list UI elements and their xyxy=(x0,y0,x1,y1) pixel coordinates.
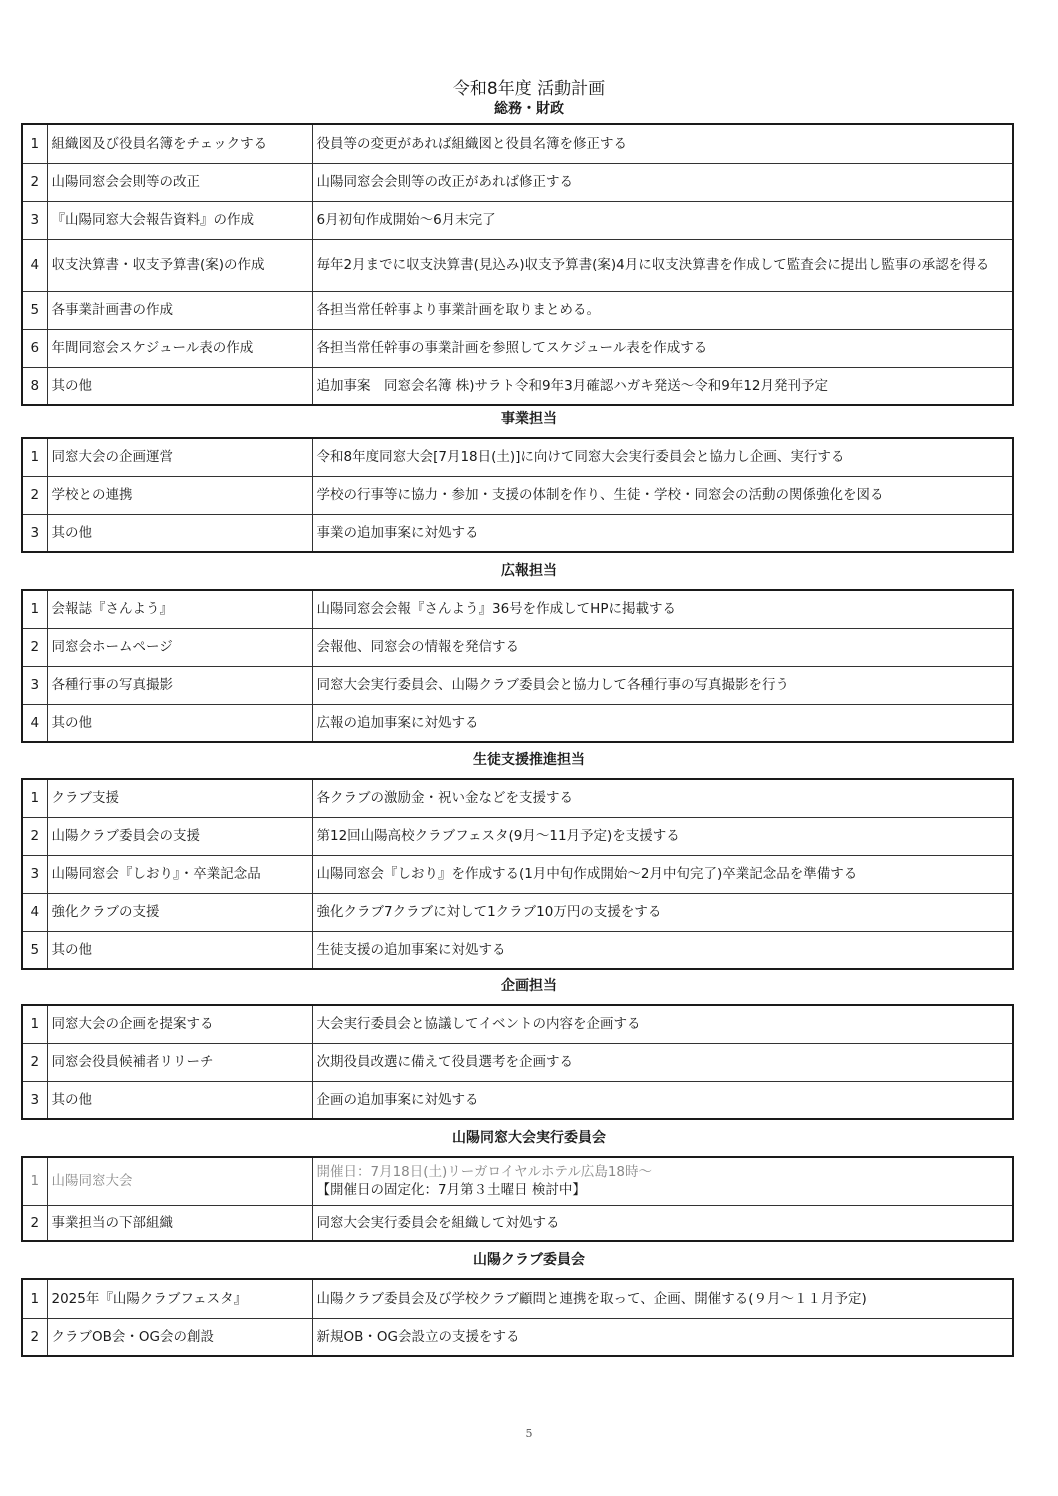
table-row xyxy=(22,590,1013,628)
row-number: 1 xyxy=(22,590,47,628)
table-row xyxy=(22,855,1013,893)
row-item: 年間同窓会スケジュール表の作成 xyxy=(47,329,312,367)
row-detail: 会報他、同窓会の情報を発信する xyxy=(312,628,1013,666)
row-item: 各種行事の写真撮影 xyxy=(47,666,312,704)
row-item: 山陽クラブ委員会の支援 xyxy=(47,817,312,855)
section-title-events: 事業担当 xyxy=(501,411,557,427)
section-title-general-affairs: 総務・財政 xyxy=(494,101,564,117)
row-number: 2 xyxy=(22,476,47,514)
row-number: 3 xyxy=(22,201,47,239)
row-detail: 追加事案 同窓会名簿 株)サラト令和9年3月確認ハガキ発送～令和9年12月発刊予定 xyxy=(312,367,1013,405)
table-row xyxy=(22,931,1013,969)
row-detail: 各担当常任幹事より事業計画を取りまとめる。 xyxy=(312,291,1013,329)
row-number: 1 xyxy=(22,124,47,163)
row-number: 2 xyxy=(22,628,47,666)
row-detail: 山陽クラブ委員会及び学校クラブ顧問と連携を取って、企画、開催する(９月～１１月予定) xyxy=(312,1279,1013,1318)
table-row xyxy=(22,438,1013,476)
section-title-club-committee: 山陽クラブ委員会 xyxy=(473,1252,585,1268)
row-detail: 役員等の変更があれば組織図と役員名簿を修正する xyxy=(312,124,1013,163)
row-item: 2025年『山陽クラブフェスタ』 xyxy=(47,1279,312,1318)
row-detail: 山陽同窓会会則等の改正があれば修正する xyxy=(312,163,1013,201)
row-number: 5 xyxy=(22,931,47,969)
row-detail-line: 開催日：7月18日(土)リーガロイヤルホテル広島18時～ xyxy=(316,1164,652,1181)
row-item: 同窓大会の企画を提案する xyxy=(47,1005,312,1043)
row-detail: 学校の行事等に協力・参加・支援の体制を作り、生徒・学校・同窓会の活動の関係強化を図る xyxy=(312,476,1013,514)
row-number: 4 xyxy=(22,893,47,931)
section-table-student-support xyxy=(21,778,1014,970)
table-row xyxy=(22,1005,1013,1043)
row-number: 1 xyxy=(22,1005,47,1043)
table-row xyxy=(22,124,1013,163)
section-table-club-committee xyxy=(21,1278,1014,1357)
row-detail: 大会実行委員会と協議してイベントの内容を企画する xyxy=(312,1005,1013,1043)
row-number: 8 xyxy=(22,367,47,405)
row-number: 1 xyxy=(22,1279,47,1318)
row-item: クラブ支援 xyxy=(47,779,312,817)
table-row xyxy=(22,1318,1013,1356)
row-number: 2 xyxy=(22,817,47,855)
row-detail: 企画の追加事案に対処する xyxy=(312,1081,1013,1119)
row-item: 山陽同窓大会 xyxy=(47,1157,312,1205)
row-detail: 強化クラブ7クラブに対して1クラブ10万円の支援をする xyxy=(312,893,1013,931)
row-item: 同窓大会の企画運営 xyxy=(47,438,312,476)
table-row xyxy=(22,239,1013,291)
section-title-planning: 企画担当 xyxy=(501,978,557,994)
page-number: 5 xyxy=(525,1427,533,1440)
row-item: クラブOB会・OG会の創設 xyxy=(47,1318,312,1356)
row-number: 4 xyxy=(22,239,47,291)
row-number: 1 xyxy=(22,779,47,817)
row-detail: 毎年2月までに収支決算書(見込み)収支予算書(案)4月に収支決算書を作成して監査会に提出し監事の承認を得る xyxy=(312,239,1013,291)
row-item: 其の他 xyxy=(47,1081,312,1119)
table-row xyxy=(22,893,1013,931)
table-row xyxy=(22,1205,1013,1241)
row-detail: 次期役員改選に備えて役員選考を企画する xyxy=(312,1043,1013,1081)
row-item: 山陽同窓会会則等の改正 xyxy=(47,163,312,201)
row-item: 其の他 xyxy=(47,514,312,552)
row-number: 3 xyxy=(22,1081,47,1119)
row-item: 組織図及び役員名簿をチェックする xyxy=(47,124,312,163)
row-number: 3 xyxy=(22,514,47,552)
table-row xyxy=(22,1157,1013,1205)
row-number: 2 xyxy=(22,163,47,201)
table-row xyxy=(22,628,1013,666)
table-row xyxy=(22,1081,1013,1119)
row-item: 学校との連携 xyxy=(47,476,312,514)
table-row xyxy=(22,476,1013,514)
row-number: 4 xyxy=(22,704,47,742)
row-item: 其の他 xyxy=(47,367,312,405)
row-number: 5 xyxy=(22,291,47,329)
row-number: 1 xyxy=(22,1157,47,1205)
section-table-events xyxy=(21,437,1014,553)
row-item: 『山陽同窓大会報告資料』の作成 xyxy=(47,201,312,239)
section-title-student-support: 生徒支援推進担当 xyxy=(473,752,585,768)
row-number: 2 xyxy=(22,1043,47,1081)
row-item: 事業担当の下部組織 xyxy=(47,1205,312,1241)
table-row xyxy=(22,666,1013,704)
table-row xyxy=(22,514,1013,552)
row-detail: 生徒支援の追加事案に対処する xyxy=(312,931,1013,969)
section-table-public-relations xyxy=(21,589,1014,743)
row-detail: 6月初旬作成開始～6月末完了 xyxy=(312,201,1013,239)
row-item: 同窓会役員候補者リリーチ xyxy=(47,1043,312,1081)
table-row xyxy=(22,329,1013,367)
row-number: 1 xyxy=(22,438,47,476)
table-row xyxy=(22,163,1013,201)
table-row xyxy=(22,704,1013,742)
table-row xyxy=(22,1043,1013,1081)
section-title-public-relations: 広報担当 xyxy=(501,563,557,579)
document-title: 令和8年度 活動計画 xyxy=(452,79,606,99)
table-row xyxy=(22,1279,1013,1318)
row-detail: 山陽同窓会『しおり』を作成する(1月中旬作成開始～2月中旬完了)卒業記念品を準備する xyxy=(312,855,1013,893)
row-detail: 同窓大会実行委員会を組織して対処する xyxy=(312,1205,1013,1241)
section-table-planning xyxy=(21,1004,1014,1120)
row-item: 其の他 xyxy=(47,704,312,742)
row-item: 同窓会ホームページ xyxy=(47,628,312,666)
row-detail: 広報の追加事案に対処する xyxy=(312,704,1013,742)
row-item: 収支決算書・収支予算書(案)の作成 xyxy=(47,239,312,291)
row-detail: 各担当常任幹事の事業計画を参照してスケジュール表を作成する xyxy=(312,329,1013,367)
row-detail: 各クラブの激励金・祝い金などを支援する xyxy=(312,779,1013,817)
row-number: 6 xyxy=(22,329,47,367)
row-item: 各事業計画書の作成 xyxy=(47,291,312,329)
row-detail: 令和8年度同窓大会[7月18日(土)]に向けて同窓大会実行委員会と協力し企画、実行する xyxy=(312,438,1013,476)
row-number: 2 xyxy=(22,1318,47,1356)
table-row xyxy=(22,201,1013,239)
table-row xyxy=(22,817,1013,855)
table-row xyxy=(22,779,1013,817)
table-row xyxy=(22,367,1013,405)
row-item: 強化クラブの支援 xyxy=(47,893,312,931)
row-detail: 同窓大会実行委員会、山陽クラブ委員会と協力して各種行事の写真撮影を行う xyxy=(312,666,1013,704)
row-number: 3 xyxy=(22,666,47,704)
row-detail: 山陽同窓会会報『さんよう』36号を作成してHPに掲載する xyxy=(312,590,1013,628)
table-row xyxy=(22,291,1013,329)
row-detail: 第12回山陽高校クラブフェスタ(9月～11月予定)を支援する xyxy=(312,817,1013,855)
row-detail: 事業の追加事案に対処する xyxy=(312,514,1013,552)
row-detail-note: 【開催日の固定化：7月第３土曜日 検討中】 xyxy=(316,1182,586,1199)
row-detail xyxy=(312,1157,1013,1205)
row-number: 3 xyxy=(22,855,47,893)
section-table-general-affairs xyxy=(21,123,1014,406)
row-item: 其の他 xyxy=(47,931,312,969)
row-number: 2 xyxy=(22,1205,47,1241)
row-item: 会報誌『さんよう』 xyxy=(47,590,312,628)
row-detail: 新規OB・OG会設立の支援をする xyxy=(312,1318,1013,1356)
section-table-reunion-committee xyxy=(21,1156,1014,1242)
row-item: 山陽同窓会『しおり』・卒業記念品 xyxy=(47,855,312,893)
section-title-reunion-committee: 山陽同窓大会実行委員会 xyxy=(452,1130,606,1146)
